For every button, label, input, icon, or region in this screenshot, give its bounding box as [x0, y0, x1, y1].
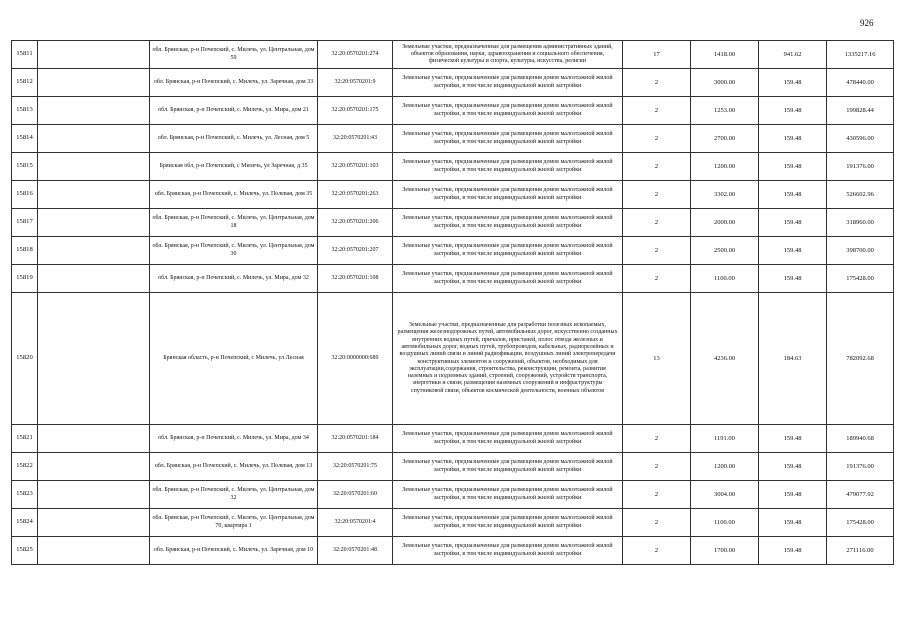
- row-blank-cell: [38, 509, 150, 537]
- row-id-cell: 15815: [12, 153, 38, 181]
- row-cadastral-number-cell: 32:20:0570201:48: [318, 537, 393, 565]
- table-row: [12, 425, 894, 453]
- row-rate-cell: 184.63: [759, 293, 827, 425]
- row-cadastral-number-cell: 32:20:0000000:689: [318, 293, 393, 425]
- row-cadastral-value-cell: 199828.44: [827, 97, 894, 125]
- row-area-cell: 1100.00: [691, 265, 759, 293]
- row-land-use-description-cell: Земельные участки, предназначенные для размещения домов малоэтажной жилой застройки, в том числе индивидуальной жилой застройки: [393, 237, 623, 265]
- row-group-cell: 2: [623, 537, 691, 565]
- row-rate-cell: 159.48: [759, 237, 827, 265]
- row-id-cell: 15823: [12, 481, 38, 509]
- row-blank-cell: [38, 41, 150, 69]
- row-cadastral-value-cell: 191376.00: [827, 453, 894, 481]
- row-address-cell: обл. Брянская, р-н Почепский, с. Милечь, ул. Лесная, дом 5: [150, 125, 318, 153]
- row-cadastral-number-cell: 32:20:0570201:207: [318, 237, 393, 265]
- row-id-cell: 15822: [12, 453, 38, 481]
- row-land-use-description-cell: Земельные участки, предназначенные для размещения домов малоэтажной жилой застройки, в том числе индивидуальной жилой застройки: [393, 153, 623, 181]
- row-rate-cell: 159.48: [759, 125, 827, 153]
- row-cadastral-number-cell: 32:20:0570201:103: [318, 153, 393, 181]
- row-address-cell: обл. Брянская, р-н Почепский, с. Милечь, ул. Центральная, дом 70, квартира 1: [150, 509, 318, 537]
- table-row: [12, 509, 894, 537]
- row-area-cell: 1700.00: [691, 537, 759, 565]
- row-blank-cell: [38, 537, 150, 565]
- table-row: [12, 41, 894, 69]
- row-blank-cell: [38, 209, 150, 237]
- row-id-cell: 15816: [12, 181, 38, 209]
- row-land-use-description-cell: Земельные участки, предназначенные для размещения домов малоэтажной жилой застройки, в том числе индивидуальной жилой застройки: [393, 209, 623, 237]
- row-blank-cell: [38, 293, 150, 425]
- row-address-cell: обл. Брянская, р-н Почепский, с. Милечь, ул. Центральная, дом 59: [150, 41, 318, 69]
- row-group-cell: 2: [623, 69, 691, 97]
- row-rate-cell: 941.62: [759, 41, 827, 69]
- row-id-cell: 15819: [12, 265, 38, 293]
- table-row: [12, 265, 894, 293]
- row-cadastral-number-cell: 32:20:0570201:274: [318, 41, 393, 69]
- row-group-cell: 2: [623, 125, 691, 153]
- row-land-use-description-cell: Земельные участки, предназначенные для размещения домов малоэтажной жилой застройки, в том числе индивидуальной жилой застройки: [393, 125, 623, 153]
- table-row: [12, 69, 894, 97]
- row-area-cell: 3004.00: [691, 481, 759, 509]
- table-row: [12, 453, 894, 481]
- row-area-cell: 2500.00: [691, 237, 759, 265]
- table-row: [12, 181, 894, 209]
- table-row: [12, 125, 894, 153]
- row-id-cell: 15818: [12, 237, 38, 265]
- row-blank-cell: [38, 265, 150, 293]
- row-blank-cell: [38, 69, 150, 97]
- row-cadastral-number-cell: 32:20:0570201:75: [318, 453, 393, 481]
- row-area-cell: 4236.00: [691, 293, 759, 425]
- row-rate-cell: 159.48: [759, 153, 827, 181]
- row-group-cell: 2: [623, 509, 691, 537]
- row-group-cell: 2: [623, 153, 691, 181]
- row-area-cell: 2700.00: [691, 125, 759, 153]
- row-cadastral-value-cell: 175428.00: [827, 509, 894, 537]
- row-blank-cell: [38, 481, 150, 509]
- row-group-cell: 2: [623, 209, 691, 237]
- row-rate-cell: 159.48: [759, 425, 827, 453]
- row-group-cell: 2: [623, 97, 691, 125]
- row-cadastral-value-cell: 318960.00: [827, 209, 894, 237]
- row-address-cell: обл. Брянская, р-н Почепский, с. Милечь, ул. Мира, дом 32: [150, 265, 318, 293]
- row-address-cell: обл. Брянская, р-н Почепский, с. Милечь, ул. Центральная, дом 32: [150, 481, 318, 509]
- row-group-cell: 17: [623, 41, 691, 69]
- row-address-cell: обл. Брянская, р-н Почепский, с. Милечь, ул. Мира, дом 21: [150, 97, 318, 125]
- row-blank-cell: [38, 237, 150, 265]
- row-id-cell: 15814: [12, 125, 38, 153]
- row-address-cell: Брянская область, р-н Почепский, с Милечь, ул Лесная: [150, 293, 318, 425]
- row-rate-cell: 159.48: [759, 97, 827, 125]
- row-blank-cell: [38, 125, 150, 153]
- row-land-use-description-cell: Земельные участки, предназначенные для размещения административных зданий, объектов образования, науки, здравоохранения и социального обеспечения, физической культуры и спорта, культуры, искусства, религии: [393, 41, 623, 69]
- table-row: [12, 153, 894, 181]
- row-land-use-description-cell: Земельные участки, предназначенные для размещения домов малоэтажной жилой застройки, в том числе индивидуальной жилой застройки: [393, 425, 623, 453]
- row-address-cell: обл. Брянская, р-н Почепский, с. Милечь, ул. Полевая, дом 35: [150, 181, 318, 209]
- row-land-use-description-cell: Земельные участки, предназначенные для размещения домов малоэтажной жилой застройки, в том числе индивидуальной жилой застройки: [393, 453, 623, 481]
- row-cadastral-value-cell: 526602.96: [827, 181, 894, 209]
- row-cadastral-number-cell: 32:20:0570201:175: [318, 97, 393, 125]
- row-cadastral-value-cell: 189940.68: [827, 425, 894, 453]
- row-land-use-description-cell: Земельные участки, предназначенные для размещения домов малоэтажной жилой застройки, в том числе индивидуальной жилой застройки: [393, 97, 623, 125]
- row-id-cell: 15825: [12, 537, 38, 565]
- row-cadastral-number-cell: 32:20:0570201:60: [318, 481, 393, 509]
- row-rate-cell: 159.48: [759, 453, 827, 481]
- row-blank-cell: [38, 181, 150, 209]
- row-cadastral-number-cell: 32:20:0570201:263: [318, 181, 393, 209]
- row-rate-cell: 159.48: [759, 265, 827, 293]
- row-land-use-description-cell: Земельные участки, предназначенные для размещения домов малоэтажной жилой застройки, в том числе индивидуальной жилой застройки: [393, 181, 623, 209]
- row-id-cell: 15824: [12, 509, 38, 537]
- row-cadastral-number-cell: 32:20:0570201:4: [318, 509, 393, 537]
- row-area-cell: 1200.00: [691, 453, 759, 481]
- table-row: [12, 537, 894, 565]
- row-cadastral-value-cell: 175428.00: [827, 265, 894, 293]
- row-land-use-description-cell: Земельные участки, предназначенные для размещения домов малоэтажной жилой застройки, в том числе индивидуальной жилой застройки: [393, 537, 623, 565]
- row-area-cell: 1200.00: [691, 153, 759, 181]
- row-group-cell: 13: [623, 293, 691, 425]
- row-area-cell: 1418.00: [691, 41, 759, 69]
- row-cadastral-value-cell: 478440.00: [827, 69, 894, 97]
- row-group-cell: 2: [623, 265, 691, 293]
- row-id-cell: 15811: [12, 41, 38, 69]
- row-address-cell: Брянская обл, р-н Почепский, с Милечь, ул Заречная, д 35: [150, 153, 318, 181]
- row-rate-cell: 159.48: [759, 181, 827, 209]
- row-area-cell: 1191.00: [691, 425, 759, 453]
- row-cadastral-value-cell: 430596.00: [827, 125, 894, 153]
- row-address-cell: обл. Брянская, р-н Почепский, с. Милечь, ул. Заречная, дом 10: [150, 537, 318, 565]
- row-rate-cell: 159.48: [759, 481, 827, 509]
- register-body: [12, 41, 894, 565]
- row-cadastral-value-cell: 398700.00: [827, 237, 894, 265]
- row-blank-cell: [38, 97, 150, 125]
- row-land-use-description-cell: Земельные участки, предназначенные для размещения домов малоэтажной жилой застройки, в том числе индивидуальной жилой застройки: [393, 509, 623, 537]
- row-rate-cell: 159.48: [759, 509, 827, 537]
- row-id-cell: 15813: [12, 97, 38, 125]
- row-blank-cell: [38, 425, 150, 453]
- row-cadastral-number-cell: 32:20:0570201:9: [318, 69, 393, 97]
- table-row: [12, 481, 894, 509]
- row-id-cell: 15820: [12, 293, 38, 425]
- row-group-cell: 2: [623, 481, 691, 509]
- row-id-cell: 15821: [12, 425, 38, 453]
- row-area-cell: 3302.00: [691, 181, 759, 209]
- row-address-cell: обл. Брянская, р-н Почепский, с. Милечь, ул. Полевая, дом 13: [150, 453, 318, 481]
- row-area-cell: 2000.00: [691, 209, 759, 237]
- table-row: [12, 97, 894, 125]
- row-land-use-description-cell: Земельные участки, предназначенные для размещения домов малоэтажной жилой застройки, в том числе индивидуальной жилой застройки: [393, 481, 623, 509]
- row-group-cell: 2: [623, 425, 691, 453]
- row-address-cell: обл. Брянская, р-н Почепский, с. Милечь, ул. Мира, дом 34: [150, 425, 318, 453]
- row-rate-cell: 159.48: [759, 69, 827, 97]
- row-cadastral-value-cell: 479077.92: [827, 481, 894, 509]
- row-cadastral-number-cell: 32:20:0570201:43: [318, 125, 393, 153]
- row-group-cell: 2: [623, 181, 691, 209]
- row-cadastral-number-cell: 32:20:0570201:206: [318, 209, 393, 237]
- row-address-cell: обл. Брянская, р-н Почепский, с. Милечь, ул. Заречная, дом 33: [150, 69, 318, 97]
- row-blank-cell: [38, 153, 150, 181]
- row-rate-cell: 159.48: [759, 209, 827, 237]
- cadastral-register-table: [11, 40, 894, 565]
- row-area-cell: 3000.00: [691, 69, 759, 97]
- row-cadastral-number-cell: 32:20:0570201:184: [318, 425, 393, 453]
- row-address-cell: обл. Брянская, р-н Почепский, с. Милечь, ул. Центральная, дом 30: [150, 237, 318, 265]
- row-id-cell: 15812: [12, 69, 38, 97]
- row-address-cell: обл. Брянская, р-н Почепский, с. Милечь, ул. Центральная, дом 18: [150, 209, 318, 237]
- table-row: [12, 237, 894, 265]
- row-cadastral-value-cell: 191376.00: [827, 153, 894, 181]
- row-land-use-description-cell: Земельные участки, предназначенные для разработки полезных ископаемых, размещения железнодорожных путей, автомобильных дорог, искусственно созданных внутренних водных путей, причалов, пристаней, полос отвода железных и автомобильных дорог, водных путей, трубопроводов, кабельных, радиорелейных и воздушных линий связи и линий радиофикации, воздушных линий электропередачи конструктивных элементов и сооружений, объектов, необходимых для эксплуатации,содержания, строительства, реконструкции, ремонта, развития наземных и подземных зданий, строений, сооружений, устройств транспорта, энергетики и связи; размещения наземных сооружений и инфраструктуры спутниковой связи, объектов космической деятельности, военных объектов: [393, 293, 623, 425]
- table-row: [12, 209, 894, 237]
- row-cadastral-value-cell: 782092.68: [827, 293, 894, 425]
- row-rate-cell: 159.48: [759, 537, 827, 565]
- row-group-cell: 2: [623, 453, 691, 481]
- table-row: [12, 293, 894, 425]
- row-id-cell: 15817: [12, 209, 38, 237]
- row-area-cell: 1100.00: [691, 509, 759, 537]
- row-cadastral-number-cell: 32:20:0570201:108: [318, 265, 393, 293]
- row-land-use-description-cell: Земельные участки, предназначенные для размещения домов малоэтажной жилой застройки, в том числе индивидуальной жилой застройки: [393, 69, 623, 97]
- page-number: 926: [860, 18, 874, 28]
- row-cadastral-value-cell: 1335217.16: [827, 41, 894, 69]
- row-blank-cell: [38, 453, 150, 481]
- row-group-cell: 2: [623, 237, 691, 265]
- row-cadastral-value-cell: 271116.00: [827, 537, 894, 565]
- row-land-use-description-cell: Земельные участки, предназначенные для размещения домов малоэтажной жилой застройки, в том числе индивидуальной жилой застройки: [393, 265, 623, 293]
- row-area-cell: 1253.00: [691, 97, 759, 125]
